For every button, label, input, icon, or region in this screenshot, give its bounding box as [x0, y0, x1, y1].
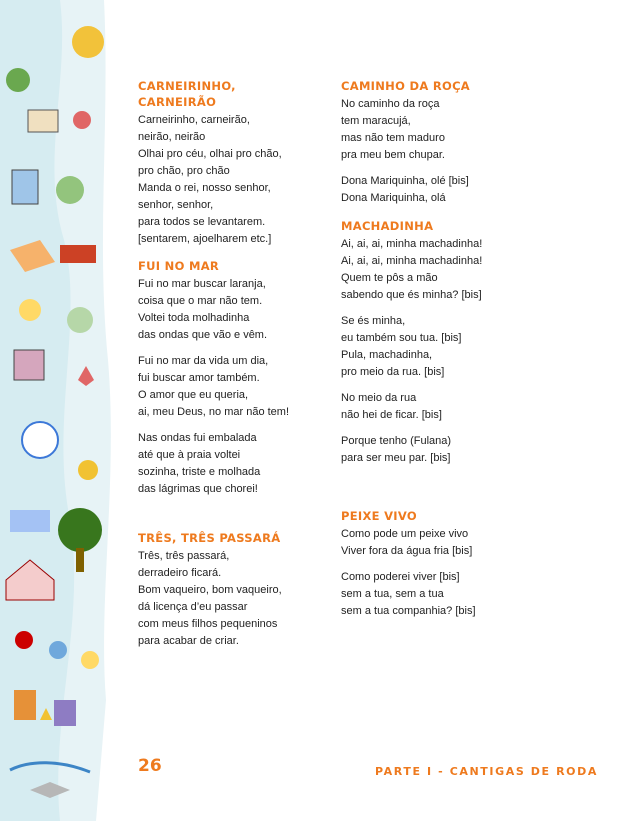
- decorative-border-illustration: [0, 0, 114, 821]
- book-icon: [28, 110, 58, 132]
- lyric-line: O amor que eu queria,: [138, 389, 249, 401]
- lyric-line: até que à praia voltei: [138, 449, 241, 461]
- song-caminho-da-roca: [341, 78, 470, 216]
- lyric-line: das ondas que vão e vêm.: [138, 329, 268, 341]
- frog-icon: [56, 176, 84, 204]
- lyric-line: para todos se levantarem.: [138, 216, 266, 228]
- song-machadinha: [341, 218, 482, 476]
- lyric-line: Pula, machadinha,: [341, 349, 433, 361]
- boat-icon: [10, 510, 50, 532]
- chick-icon: [78, 460, 98, 480]
- lyric-line: Dona Mariquinha, olá: [341, 192, 446, 204]
- lyric-line: Três, três passará,: [138, 550, 230, 562]
- song-title: MACHADINHA: [341, 219, 434, 233]
- lyric-line: tem maracujá,: [341, 115, 411, 127]
- song-fui-no-mar: [138, 258, 289, 507]
- lyric-line: [sentarem, ajoelharem etc.]: [138, 233, 272, 245]
- tree-icon: [58, 508, 102, 552]
- dog-icon: [81, 651, 99, 669]
- stanza: [138, 353, 289, 421]
- stanza: [138, 548, 282, 650]
- lyric-line: Viver fora da água fria [bis]: [341, 545, 473, 557]
- lyric-line: para ser meu par. [bis]: [341, 452, 451, 464]
- running-footer: PARTE I - CANTIGAS DE RODA: [375, 765, 598, 778]
- song-tres-tres-passara: [138, 530, 282, 659]
- tree-trunk-icon: [76, 548, 84, 572]
- stanza: [341, 313, 482, 381]
- illustration-collage: [0, 0, 114, 821]
- stanza: [341, 390, 482, 424]
- lyric-line: derradeiro ficará.: [138, 567, 222, 579]
- lyric-line: pro meio da rua. [bis]: [341, 366, 445, 378]
- lyric-line: fui buscar amor também.: [138, 372, 260, 384]
- lyric-line: Manda o rei, nosso senhor,: [138, 182, 271, 194]
- person-icon: [54, 700, 76, 726]
- lyric-line: Ai, ai, ai, minha machadinha!: [341, 255, 483, 267]
- stanza: [341, 96, 470, 164]
- lyric-line: Voltei toda molhadinha: [138, 312, 250, 324]
- lyric-line: Dona Mariquinha, olé [bis]: [341, 175, 469, 187]
- lyric-line: com meus filhos pequeninos: [138, 618, 278, 630]
- lyric-line: Quem te pôs a mão: [341, 272, 438, 284]
- lyric-line: Como pode um peixe vivo: [341, 528, 469, 540]
- lyric-line: Fui no mar da vida um dia,: [138, 355, 269, 367]
- door-icon: [14, 350, 44, 380]
- lyric-line: Fui no mar buscar laranja,: [138, 278, 266, 290]
- stanza: [138, 112, 318, 248]
- cat-icon: [49, 641, 67, 659]
- stanza: [341, 569, 476, 620]
- lyric-line: Ai, ai, ai, minha machadinha!: [341, 238, 483, 250]
- lyric-line: No caminho da roça: [341, 98, 440, 110]
- house-icon: [12, 170, 38, 204]
- lyric-line: eu também sou tua. [bis]: [341, 332, 462, 344]
- person-icon: [15, 631, 33, 649]
- song-title: CARNEIRINHO, CARNEIRÃO: [138, 79, 236, 109]
- song-carneirinho: [138, 78, 318, 257]
- lyric-line: para acabar de criar.: [138, 635, 239, 647]
- lyric-line: No meio da rua: [341, 392, 417, 404]
- fish-icon: [6, 68, 30, 92]
- lyric-line: sabendo que és minha? [bis]: [341, 289, 482, 301]
- stanza: [341, 526, 476, 560]
- lyric-line: neirão, neirão: [138, 131, 206, 143]
- person-icon: [14, 690, 36, 720]
- lyric-line: sem a tua companhia? [bis]: [341, 605, 476, 617]
- lyric-line: Carneirinho, carneirão,: [138, 114, 250, 126]
- stanza: [341, 433, 482, 467]
- train-icon: [60, 245, 96, 263]
- song-title: FUI NO MAR: [138, 259, 220, 273]
- lyric-line: senhor, senhor,: [138, 199, 214, 211]
- song-title: PEIXE VIVO: [341, 509, 417, 523]
- stanza: [138, 276, 289, 344]
- page-number: 26: [138, 756, 162, 776]
- lyric-line: sozinha, triste e molhada: [138, 466, 261, 478]
- stanza: [341, 173, 470, 207]
- song-peixe-vivo: [341, 508, 476, 629]
- lyric-line: Bom vaqueiro, bom vaqueiro,: [138, 584, 282, 596]
- flower-icon: [73, 111, 91, 129]
- lyric-line: Porque tenho (Fulana): [341, 435, 452, 447]
- lyric-line: Se és minha,: [341, 315, 406, 327]
- stanza: [341, 236, 482, 304]
- lyric-line: não hei de ficar. [bis]: [341, 409, 442, 421]
- lyric-line: sem a tua, sem a tua: [341, 588, 444, 600]
- lyric-line: dá licença d’eu passar: [138, 601, 248, 613]
- duck-icon: [19, 299, 41, 321]
- stanza: [138, 430, 289, 498]
- song-title: TRÊS, TRÊS PASSARÁ: [138, 531, 281, 545]
- clock-icon: [22, 422, 58, 458]
- fish-icon: [72, 26, 104, 58]
- elephant-icon: [67, 307, 93, 333]
- lyric-line: mas não tem maduro: [341, 132, 445, 144]
- lyric-line: pro chão, pro chão: [138, 165, 230, 177]
- lyric-line: Nas ondas fui embalada: [138, 432, 257, 444]
- lyric-line: das lágrimas que chorei!: [138, 483, 258, 495]
- song-title: CAMINHO DA ROÇA: [341, 79, 471, 93]
- lyric-line: Olhai pro céu, olhai pro chão,: [138, 148, 282, 160]
- lyric-line: ai, meu Deus, no mar não tem!: [138, 406, 290, 418]
- lyric-line: Como poderei viver [bis]: [341, 571, 460, 583]
- lyric-line: pra meu bem chupar.: [341, 149, 445, 161]
- lyric-line: coisa que o mar não tem.: [138, 295, 263, 307]
